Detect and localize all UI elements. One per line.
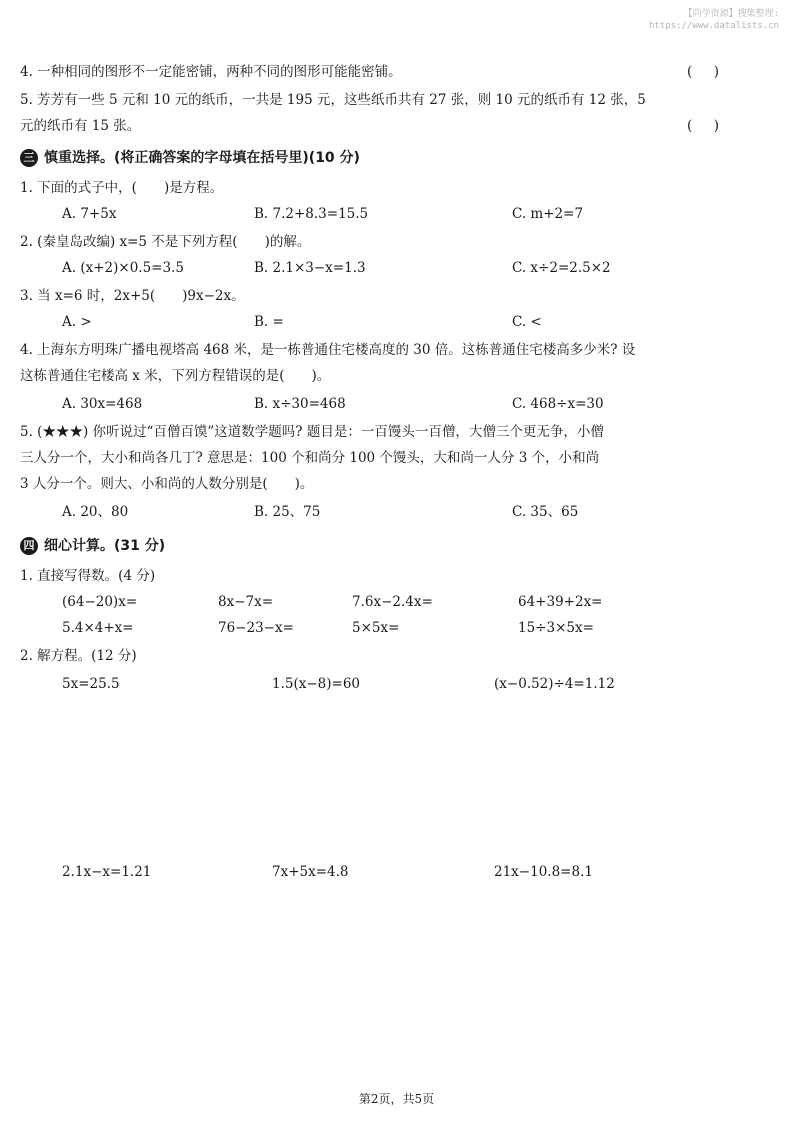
s4-p1-item: 76−23−x= [218,620,294,636]
s3-q4-option-c: C. 468÷x=30 [512,396,604,412]
section3-title: 慎重选择。(将正确答案的字母填在括号里)(10 分) [44,150,360,166]
s4-p2-equation: (x−0.52)÷4=1.12 [494,676,615,692]
s3-q4-option-b: B. x÷30=468 [254,396,346,412]
s3-q1-option-c: C. m+2=7 [512,206,584,222]
section4-heading [20,536,165,556]
section3-heading [20,148,360,168]
s3-q1-option-b: B. 7.2+8.3=15.5 [254,206,369,222]
s3-q2-option-b: B. 2.1×3−x=1.3 [254,260,366,276]
s4-p1-item: 5.4×4+x= [62,620,134,636]
s3-q3-stem: 3. 当 x=6 时，2x+5( )9x−2x。 [20,288,245,304]
s3-q5-line3: 3 人分一个。则大、小和尚的人数分别是( )。 [20,476,314,492]
section4-title: 细心计算。(31 分) [44,538,166,554]
s4-p2-equation: 21x−10.8=8.1 [494,864,593,880]
page-footer: 第2页，共5页 [358,1092,435,1106]
s3-q2-stem: 2. (秦皇岛改编) x=5 不是下列方程( )的解。 [20,234,311,250]
s3-q1-option-a: A. 7+5x [62,206,117,222]
s4-p1-stem: 1. 直接写得数。(4 分) [20,568,156,584]
s4-p2-equation: 7x+5x=4.8 [272,864,349,880]
s3-q5-line1: 5. (★★★) 你听说过“百僧百馍”这道数学题吗? 题目是：一百馒头一百僧，大僧三个更无争，小僧 [20,424,604,440]
s3-q4-line1: 4. 上海东方明珠广播电视塔高 468 米，是一栋普通住宅楼高度的 30 倍。这栋普通住宅楼高多少米? 设 [20,342,636,358]
s3-q3-option-a: A. > [62,314,92,330]
s3-q4-line2: 这栋普通住宅楼高 x 米，下列方程错误的是( )。 [20,368,331,384]
s3-q5-option-c: C. 35、65 [512,504,579,520]
s4-p1-item: 5×5x= [352,620,400,636]
judge-q5-answer-paren[interactable]: ( ) [687,118,719,134]
section3-badge: 三 [20,149,38,167]
s3-q3-option-c: C. < [512,314,542,330]
s4-p1-item: 64+39+2x= [518,594,603,610]
s4-p2-stem: 2. 解方程。(12 分) [20,648,137,664]
watermark-line2: https://www.datalists.cn [648,21,779,31]
s3-q3-option-b: B. = [254,314,284,330]
s3-q4-option-a: A. 30x=468 [62,396,143,412]
s4-p1-item: 15÷3×5x= [518,620,594,636]
s4-p2-equation: 5x=25.5 [62,676,120,692]
s3-q2-option-a: A. (x+2)×0.5=3.5 [62,260,184,276]
s3-q5-option-b: B. 25、75 [254,504,321,520]
judge-q4-answer-paren[interactable]: ( ) [687,64,719,80]
s3-q2-option-c: C. x÷2=2.5×2 [512,260,611,276]
watermark-line1: 【尚学资源】搜集整理: [683,9,779,19]
s3-q5-line2: 三人分一个，大小和尚各几丁? 意思是：100 个和尚分 100 个馒头，大和尚一人分 3 个，小和尚 [20,450,600,466]
judge-q4: 4. 一种相同的图形不一定能密铺，两种不同的图形可能能密铺。 [20,64,402,80]
watermark [649,8,779,32]
s4-p2-equation: 1.5(x−8)=60 [272,676,361,692]
section4-badge: 四 [20,537,38,555]
s4-p1-item: 7.6x−2.4x= [352,594,433,610]
s3-q1-stem: 1. 下面的式子中，( )是方程。 [20,180,224,196]
judge-q5-line1: 5. 芳芳有一些 5 元和 10 元的纸币，一共是 195 元，这些纸币共有 27 张，则 10 元的纸币有 12 张，5 [20,92,646,108]
s4-p1-item: (64−20)x= [62,594,138,610]
s4-p2-equation: 2.1x−x=1.21 [62,864,152,880]
s4-p1-item: 8x−7x= [218,594,274,610]
judge-q5-line2: 元的纸币有 15 张。 [20,118,141,134]
s3-q5-option-a: A. 20、80 [62,504,129,520]
